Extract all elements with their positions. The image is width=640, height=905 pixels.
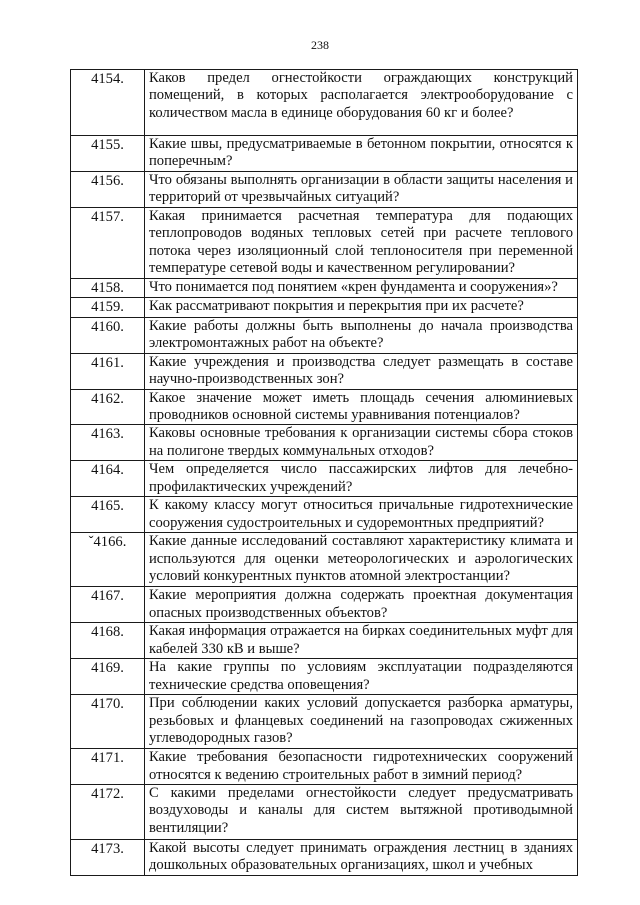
question-text: Что обязаны выполнять организации в области защиты населения и территорий от чрезвычайных ситуаций? bbox=[145, 171, 578, 207]
question-text: Какие учреждения и производства следует размещать в составе научно-производственных зон? bbox=[145, 353, 578, 389]
question-number: 4165. bbox=[71, 497, 145, 533]
table-row bbox=[71, 497, 578, 533]
question-text: Какой высоты следует принимать ограждения лестниц в зданиях дошкольных образовательных организациях, школ и учебных bbox=[145, 840, 578, 876]
question-number: 4160. bbox=[71, 317, 145, 353]
question-text: Каковы основные требования к организации системы сбора стоков на полигоне твердых коммунальных отходов? bbox=[145, 425, 578, 461]
question-number: 4164. bbox=[71, 461, 145, 497]
question-number: 4168. bbox=[71, 623, 145, 659]
table-row bbox=[71, 785, 578, 840]
question-number: 4171. bbox=[71, 749, 145, 785]
questions-table bbox=[70, 69, 578, 876]
table-row bbox=[71, 623, 578, 659]
table-row bbox=[71, 425, 578, 461]
question-text: Чем определяется число пассажирских лифтов для лечебно-профилактических учреждений? bbox=[145, 461, 578, 497]
question-number: ˇ4166. bbox=[71, 533, 145, 587]
question-number: 4173. bbox=[71, 840, 145, 876]
question-number: 4155. bbox=[71, 136, 145, 172]
question-number: 4154. bbox=[71, 70, 145, 136]
question-text: Какие мероприятия должна содержать проектная документация опасных производственных объектов? bbox=[145, 587, 578, 623]
question-number: 4172. bbox=[71, 785, 145, 840]
table-row bbox=[71, 587, 578, 623]
table-row bbox=[71, 461, 578, 497]
question-number: 4163. bbox=[71, 425, 145, 461]
table-row bbox=[71, 136, 578, 172]
question-text: Какие швы, предусматриваемые в бетонном покрытии, относятся к поперечным? bbox=[145, 136, 578, 172]
table-row bbox=[71, 840, 578, 876]
question-number: 4162. bbox=[71, 389, 145, 425]
table-row bbox=[71, 70, 578, 136]
table-row bbox=[71, 171, 578, 207]
question-number: 4169. bbox=[71, 659, 145, 695]
table-row bbox=[71, 695, 578, 749]
question-text: Каков предел огнестойкости ограждающих конструкций помещений, в которых располагается электрооборудование с количеством масла в единице оборудования 60 кг и более? bbox=[145, 70, 578, 136]
question-number: 4157. bbox=[71, 207, 145, 278]
question-text: Какие данные исследований составляют характеристику климата и используются для оценки метеорологических и аэрологических условий конкурентных пунктов атомной электростанции? bbox=[145, 533, 578, 587]
question-text: При соблюдении каких условий допускается разборка арматуры, резьбовых и фланцевых соединений на газопроводах сжиженных углеводородных газов? bbox=[145, 695, 578, 749]
question-text: Какие работы должны быть выполнены до начала производства электромонтажных работ на объекте? bbox=[145, 317, 578, 353]
question-text: На какие группы по условиям эксплуатации подразделяются технические средства оповещения? bbox=[145, 659, 578, 695]
table-row bbox=[71, 389, 578, 425]
question-text: Какое значение может иметь площадь сечения алюминиевых проводников основной системы уравнивания потенциалов? bbox=[145, 389, 578, 425]
question-text: С какими пределами огнестойкости следует предусматривать воздуховоды и каналы для систем вытяжной противодымной вентиляции? bbox=[145, 785, 578, 840]
question-number: 4167. bbox=[71, 587, 145, 623]
table-row bbox=[71, 278, 578, 297]
table-row bbox=[71, 659, 578, 695]
table-row bbox=[71, 317, 578, 353]
table-row bbox=[71, 207, 578, 278]
question-number: 4158. bbox=[71, 278, 145, 297]
question-number: 4161. bbox=[71, 353, 145, 389]
question-number: 4156. bbox=[71, 171, 145, 207]
question-number: 4170. bbox=[71, 695, 145, 749]
question-number: 4159. bbox=[71, 298, 145, 317]
table-row bbox=[71, 353, 578, 389]
question-text: Какая информация отражается на бирках соединительных муфт для кабелей 330 кВ и выше? bbox=[145, 623, 578, 659]
question-text: Что понимается под понятием «крен фундамента и сооружения»? bbox=[145, 278, 578, 297]
page-number: 238 bbox=[311, 38, 329, 52]
table-row bbox=[71, 533, 578, 587]
table-row bbox=[71, 298, 578, 317]
question-text: Какая принимается расчетная температура для подающих теплопроводов водяных тепловых сетей при расчете теплового потока через изоляционный слой теплоносителя при переменной температуре сетевой воды и качественном регулировании? bbox=[145, 207, 578, 278]
question-text: К какому классу могут относиться причальные гидротехнические сооружения судостроительных и судоремонтных предприятий? bbox=[145, 497, 578, 533]
table-row bbox=[71, 749, 578, 785]
question-text: Как рассматривают покрытия и перекрытия при их расчете? bbox=[145, 298, 578, 317]
question-text: Какие требования безопасности гидротехнических сооружений относятся к ведению строительных работ в зимний период? bbox=[145, 749, 578, 785]
